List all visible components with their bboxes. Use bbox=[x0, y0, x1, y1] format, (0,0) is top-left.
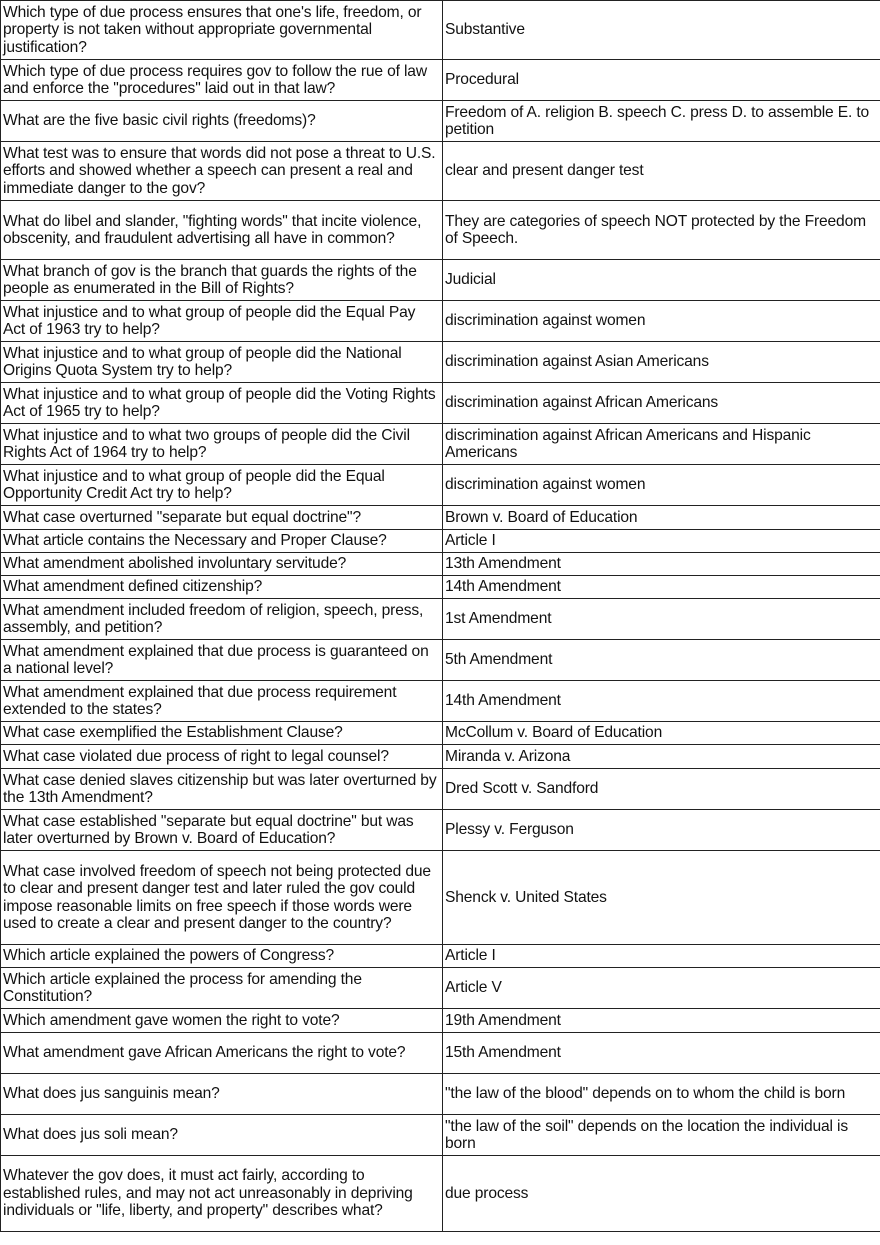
question-cell: What amendment explained that due process is guaranteed on a national level? bbox=[1, 640, 443, 681]
table-row bbox=[1, 745, 880, 769]
answer-cell: 5th Amendment bbox=[443, 640, 880, 681]
table-row bbox=[1, 506, 880, 530]
table-row bbox=[1, 769, 880, 810]
table-row bbox=[1, 301, 880, 342]
answer-cell: Miranda v. Arizona bbox=[443, 745, 880, 769]
question-cell: What injustice and to what group of people did the Equal Opportunity Credit Act try to help? bbox=[1, 465, 443, 506]
table-row bbox=[1, 1156, 880, 1232]
answer-cell: discrimination against Asian Americans bbox=[443, 342, 880, 383]
question-cell: What amendment included freedom of religion, speech, press, assembly, and petition? bbox=[1, 599, 443, 640]
question-cell: What do libel and slander, "fighting words" that incite violence, obscenity, and fraudulent advertising all have in common? bbox=[1, 201, 443, 260]
table-row bbox=[1, 1033, 880, 1074]
table-row bbox=[1, 1074, 880, 1115]
answer-cell: 14th Amendment bbox=[443, 681, 880, 722]
question-cell: What amendment gave African Americans the right to vote? bbox=[1, 1033, 443, 1074]
answer-cell: Plessy v. Ferguson bbox=[443, 810, 880, 851]
question-cell: Which type of due process ensures that one's life, freedom, or property is not taken without appropriate governmental justification? bbox=[1, 1, 443, 60]
answer-cell: Shenck v. United States bbox=[443, 851, 880, 945]
question-cell: What case denied slaves citizenship but was later overturned by the 13th Amendment? bbox=[1, 769, 443, 810]
table-body bbox=[1, 1, 880, 1232]
question-cell: What injustice and to what group of people did the Voting Rights Act of 1965 try to help? bbox=[1, 383, 443, 424]
table-row bbox=[1, 60, 880, 101]
answer-cell: discrimination against African Americans bbox=[443, 383, 880, 424]
table-row bbox=[1, 640, 880, 681]
question-cell: What are the five basic civil rights (freedoms)? bbox=[1, 101, 443, 142]
table-row bbox=[1, 810, 880, 851]
answer-cell: discrimination against women bbox=[443, 301, 880, 342]
answer-cell: They are categories of speech NOT protected by the Freedom of Speech. bbox=[443, 201, 880, 260]
question-cell: What article contains the Necessary and Proper Clause? bbox=[1, 530, 443, 553]
table-row bbox=[1, 142, 880, 201]
table-row bbox=[1, 576, 880, 599]
answer-cell: "the law of the blood" depends on to whom the child is born bbox=[443, 1074, 880, 1115]
question-cell: What does jus soli mean? bbox=[1, 1115, 443, 1156]
table-row bbox=[1, 530, 880, 553]
table-row bbox=[1, 260, 880, 301]
question-cell: What branch of gov is the branch that guards the rights of the people as enumerated in the Bill of Rights? bbox=[1, 260, 443, 301]
table-row bbox=[1, 851, 880, 945]
table-row bbox=[1, 465, 880, 506]
table-row bbox=[1, 945, 880, 968]
answer-cell: Article I bbox=[443, 530, 880, 553]
table-row bbox=[1, 1115, 880, 1156]
table-row bbox=[1, 599, 880, 640]
question-cell: Which amendment gave women the right to vote? bbox=[1, 1009, 443, 1033]
answer-cell: 15th Amendment bbox=[443, 1033, 880, 1074]
question-cell: Which article explained the powers of Congress? bbox=[1, 945, 443, 968]
answer-cell: 1st Amendment bbox=[443, 599, 880, 640]
answer-cell: due process bbox=[443, 1156, 880, 1232]
table-row bbox=[1, 968, 880, 1009]
table-row bbox=[1, 553, 880, 576]
answer-cell: Freedom of A. religion B. speech C. press D. to assemble E. to petition bbox=[443, 101, 880, 142]
table-row bbox=[1, 722, 880, 745]
answer-cell: 13th Amendment bbox=[443, 553, 880, 576]
table-row bbox=[1, 681, 880, 722]
question-cell: Whatever the gov does, it must act fairly, according to established rules, and may not act unreasonably in depriving individuals or "life, liberty, and property" describes what? bbox=[1, 1156, 443, 1232]
question-cell: What case established "separate but equal doctrine" but was later overturned by Brown v. Board of Education? bbox=[1, 810, 443, 851]
answer-cell: 14th Amendment bbox=[443, 576, 880, 599]
question-cell: What does jus sanguinis mean? bbox=[1, 1074, 443, 1115]
answer-cell: discrimination against African Americans and Hispanic Americans bbox=[443, 424, 880, 465]
table-row bbox=[1, 1, 880, 60]
question-cell: Which article explained the process for amending the Constitution? bbox=[1, 968, 443, 1009]
answer-cell: Article I bbox=[443, 945, 880, 968]
table-row bbox=[1, 101, 880, 142]
question-cell: What case overturned "separate but equal doctrine"? bbox=[1, 506, 443, 530]
answer-cell: Article V bbox=[443, 968, 880, 1009]
answer-cell: McCollum v. Board of Education bbox=[443, 722, 880, 745]
question-cell: What case involved freedom of speech not being protected due to clear and present danger test and later ruled the gov could impose reasonable limits on free speech if those words were used to create a clear and present danger to the country? bbox=[1, 851, 443, 945]
question-cell: What injustice and to what two groups of people did the Civil Rights Act of 1964 try to help? bbox=[1, 424, 443, 465]
question-cell: What amendment abolished involuntary servitude? bbox=[1, 553, 443, 576]
question-cell: What amendment defined citizenship? bbox=[1, 576, 443, 599]
table-row bbox=[1, 424, 880, 465]
question-cell: Which type of due process requires gov to follow the rue of law and enforce the "procedures" laid out in that law? bbox=[1, 60, 443, 101]
answer-cell: "the law of the soil" depends on the location the individual is born bbox=[443, 1115, 880, 1156]
table-row bbox=[1, 342, 880, 383]
question-cell: What amendment explained that due process requirement extended to the states? bbox=[1, 681, 443, 722]
table-row bbox=[1, 1009, 880, 1033]
answer-cell: Dred Scott v. Sandford bbox=[443, 769, 880, 810]
answer-cell: Brown v. Board of Education bbox=[443, 506, 880, 530]
answer-cell: discrimination against women bbox=[443, 465, 880, 506]
table-row bbox=[1, 201, 880, 260]
question-cell: What injustice and to what group of people did the National Origins Quota System try to help? bbox=[1, 342, 443, 383]
table-row bbox=[1, 383, 880, 424]
answer-cell: 19th Amendment bbox=[443, 1009, 880, 1033]
answer-cell: Procedural bbox=[443, 60, 880, 101]
question-cell: What injustice and to what group of people did the Equal Pay Act of 1963 try to help? bbox=[1, 301, 443, 342]
answer-cell: Substantive bbox=[443, 1, 880, 60]
question-cell: What case violated due process of right to legal counsel? bbox=[1, 745, 443, 769]
question-cell: What case exemplified the Establishment Clause? bbox=[1, 722, 443, 745]
question-cell: What test was to ensure that words did not pose a threat to U.S. efforts and showed whether a speech can present a real and immediate danger to the gov? bbox=[1, 142, 443, 201]
answer-cell: clear and present danger test bbox=[443, 142, 880, 201]
answer-cell: Judicial bbox=[443, 260, 880, 301]
